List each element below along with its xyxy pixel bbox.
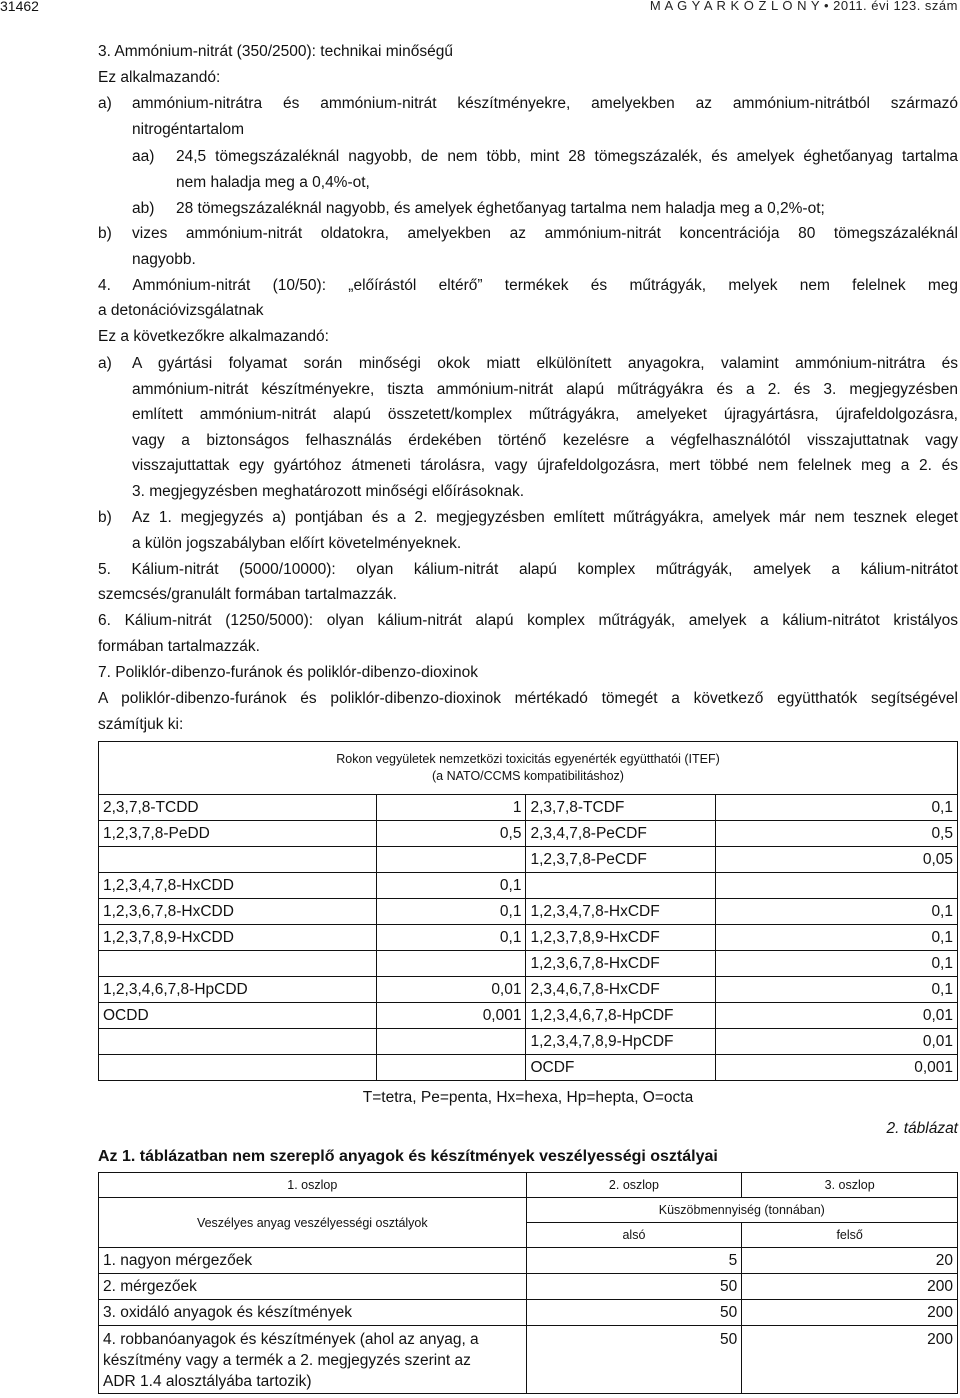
table-row xyxy=(99,1274,958,1300)
journal-title: M A G Y A R K Ö Z L Ö N Y • 2011. évi 123. szám xyxy=(649,0,958,13)
upper-cell: 200 xyxy=(742,1300,958,1326)
table-2-caption: 2. táblázat xyxy=(886,1120,958,1137)
factor-cell xyxy=(376,951,526,977)
s4-item-b-line2: a külön jogszabályban előírt követelményeknek. xyxy=(132,535,462,552)
compound-cell: 1,2,3,7,8,9-HxCDD xyxy=(99,925,377,951)
item-a-label: a) xyxy=(98,95,112,112)
section-3-apply: Ez alkalmazandó: xyxy=(98,69,221,86)
s4-item-b-label: b) xyxy=(98,509,112,526)
factor-cell: 0,1 xyxy=(716,977,958,1003)
compound-cell xyxy=(99,1055,377,1081)
factor-cell: 0,1 xyxy=(716,899,958,925)
section-4-line2: a detonációvizsgálatnak xyxy=(98,302,264,319)
compound-cell: 1,2,3,7,8,9-HxCDF xyxy=(526,925,716,951)
table-row xyxy=(99,951,958,977)
page-number: 31462 xyxy=(0,0,39,14)
itef-table-body xyxy=(99,742,958,1115)
hazard-table-body xyxy=(99,1173,958,1394)
compound-cell: 2,3,7,8-TCDF xyxy=(526,795,716,821)
factor-cell: 0,1 xyxy=(716,951,958,977)
table-row xyxy=(99,899,958,925)
threshold-header-row xyxy=(99,1198,958,1223)
s4-item-a-line6: 3. megjegyzésben meghatározott minőségi előírásoknak. xyxy=(132,483,525,500)
col3-header: 3. oszlop xyxy=(742,1173,958,1198)
compound-cell: 2,3,4,6,7,8-HxCDF xyxy=(526,977,716,1003)
itef-table-header xyxy=(99,742,958,795)
s4-item-a-line1: A gyártási folyamat során minőségi okok miatt elkülönített anyagokra, valamint ammónium-nitrátra és xyxy=(132,355,958,372)
item-a-line2: nitrogéntartalom xyxy=(132,121,245,138)
compound-cell: 1,2,3,7,8-PeDD xyxy=(99,821,377,847)
factor-cell: 0,001 xyxy=(376,1003,526,1029)
factor-cell: 0,1 xyxy=(716,795,958,821)
class-cell: 3. oxidáló anyagok és készítmények xyxy=(99,1300,527,1326)
section-7-line1: A poliklór-dibenzo-furánok és poliklór-dibenzo-dioxinok mértékadó tömegét a következő együtthatók segítségével xyxy=(98,690,958,707)
compound-cell: OCDD xyxy=(99,1003,377,1029)
compound-cell: 2,3,7,8-TCDD xyxy=(99,795,377,821)
col1-header: 1. oszlop xyxy=(99,1173,527,1198)
section-6-line2: formában tartalmazzák. xyxy=(98,638,260,655)
compound-cell xyxy=(526,873,716,899)
lower-cell: 50 xyxy=(526,1274,742,1300)
table-row xyxy=(99,1326,958,1394)
lower-header: alsó xyxy=(526,1223,742,1248)
factor-cell: 0,1 xyxy=(376,873,526,899)
compound-cell: 1,2,3,4,7,8-HxCDF xyxy=(526,899,716,925)
table-row xyxy=(99,873,958,899)
class-cell: 1. nagyon mérgezőek xyxy=(99,1248,527,1274)
table-row xyxy=(99,1300,958,1326)
compound-cell xyxy=(99,951,377,977)
table-row xyxy=(99,1248,958,1274)
factor-cell xyxy=(716,873,958,899)
compound-cell: 1,2,3,4,7,8,9-HpCDF xyxy=(526,1029,716,1055)
section-5-line1: 5. Kálium-nitrát (5000/10000): olyan kálium-nitrát alapú komplex műtrágyák, amelyek a kálium-nitrátot xyxy=(98,561,958,578)
section-7-line2: számítjuk ki: xyxy=(98,716,184,733)
item-b-line1: vizes ammónium-nitrát oldatokra, amelyekben az ammónium-nitrát koncentrációja 80 tömegszázaléknál xyxy=(132,225,958,242)
factor-cell: 0,01 xyxy=(376,977,526,1003)
s4-item-a-line2: ammónium-nitrát készítményekre, tiszta ammónium-nitrát alapú műtrágyákra és a 2. és 3. megjegyzésben xyxy=(132,381,958,398)
item-b-label: b) xyxy=(98,225,112,242)
table-row xyxy=(99,925,958,951)
upper-cell: 200 xyxy=(742,1326,958,1394)
class-cell: 2. mérgezőek xyxy=(99,1274,527,1300)
factor-cell: 0,1 xyxy=(376,899,526,925)
compound-cell: 1,2,3,4,7,8-HxCDD xyxy=(99,873,377,899)
itef-table-note: T=tetra, Pe=penta, Hx=hexa, Hp=hepta, O=octa xyxy=(362,1088,694,1106)
itef-header-line2: (a NATO/CCMS kompatibilitáshoz) xyxy=(432,769,624,783)
itef-table-note-row xyxy=(99,1081,958,1115)
factor-cell: 1 xyxy=(376,795,526,821)
factor-cell: 0,05 xyxy=(716,847,958,873)
compound-cell xyxy=(99,1029,377,1055)
lower-cell: 5 xyxy=(526,1248,742,1274)
table-row xyxy=(99,795,958,821)
factor-cell: 0,5 xyxy=(716,821,958,847)
s4-item-a-line4: vagy a biztonságos felhasználás érdekében történő kezelésre a végfelhasználótól visszajuttatnak vagy xyxy=(132,432,958,449)
col2-header: 2. oszlop xyxy=(526,1173,742,1198)
compound-cell: 2,3,4,7,8-PeCDF xyxy=(526,821,716,847)
item-ab-line1: 28 tömegszázaléknál nagyobb, és amelyek éghetőanyag tartalma nem haladja meg a 0,2%-ot; xyxy=(176,200,825,217)
threshold-header: Küszöbmennyiség (tonnában) xyxy=(526,1198,957,1223)
factor-cell xyxy=(376,1055,526,1081)
section-7-title: 7. Poliklór-dibenzo-furánok és poliklór-dibenzo-dioxinok xyxy=(98,664,478,681)
item-b-line2: nagyobb. xyxy=(132,251,196,268)
item-aa-line1: 24,5 tömegszázaléknál nagyobb, de nem több, mint 28 tömegszázalék, és amelyek éghetőanyag tartalma xyxy=(176,148,958,165)
compound-cell: OCDF xyxy=(526,1055,716,1081)
factor-cell: 0,01 xyxy=(716,1029,958,1055)
table-row xyxy=(99,1029,958,1055)
column-number-row xyxy=(99,1173,958,1198)
section-3-title: 3. Ammónium-nitrát (350/2500): technikai minőségű xyxy=(98,43,453,60)
item-ab-label: ab) xyxy=(132,200,155,217)
upper-header: felső xyxy=(742,1223,958,1248)
itef-table xyxy=(98,741,958,1114)
class-cell: 4. robbanóanyagok és készítmények (ahol az anyag, a készítmény vagy a termék a 2. megjegyzés szerint az ADR 1.4 alosztályába tartozik) xyxy=(99,1326,527,1394)
s4-item-a-line5: visszajuttattak egy gyártóhoz átmeneti tárolásra, vagy újrafeldolgozásra, mert többé nem felelnek meg a 2. és xyxy=(132,457,958,474)
table-row xyxy=(99,821,958,847)
compound-cell: 1,2,3,4,6,7,8-HpCDF xyxy=(526,1003,716,1029)
class-header: Veszélyes anyag veszélyességi osztályok xyxy=(99,1198,527,1248)
section-6-line1: 6. Kálium-nitrát (1250/5000): olyan kálium-nitrát alapú komplex műtrágyák, amelyek a kálium-nitrátot kristályos xyxy=(98,612,958,629)
factor-cell xyxy=(376,1029,526,1055)
factor-cell xyxy=(376,847,526,873)
table-row xyxy=(99,977,958,1003)
table-row xyxy=(99,1055,958,1081)
s4-item-a-label: a) xyxy=(98,355,112,372)
item-a-line1: ammónium-nitrátra és ammónium-nitrát készítményekre, amelyekben az ammónium-nitrátból származó xyxy=(132,95,958,112)
s4-item-a-line3: említett ammónium-nitrát alapú összetett/komplex műtrágyákra, amelyeket újragyártásra, újrafeldolgozásra, xyxy=(132,406,958,423)
compound-cell: 1,2,3,4,6,7,8-HpCDD xyxy=(99,977,377,1003)
compound-cell xyxy=(99,847,377,873)
lower-cell: 50 xyxy=(526,1300,742,1326)
table-row xyxy=(99,1003,958,1029)
upper-cell: 200 xyxy=(742,1274,958,1300)
compound-cell: 1,2,3,6,7,8-HxCDF xyxy=(526,951,716,977)
compound-cell: 1,2,3,7,8-PeCDF xyxy=(526,847,716,873)
factor-cell: 0,1 xyxy=(716,925,958,951)
s4-item-b-line1: Az 1. megjegyzés a) pontjában és a 2. megjegyzésben említett műtrágyákra, amelyek már nem tesznek eleget xyxy=(132,509,958,526)
itef-header-cell xyxy=(99,742,958,795)
factor-cell: 0,01 xyxy=(716,1003,958,1029)
page-header xyxy=(0,0,960,22)
itef-header-line1: Rokon vegyületek nemzetközi toxicitás egyenérték együtthatói (ITEF) xyxy=(336,752,720,766)
section-4-line1: 4. Ammónium-nitrát (10/50): „előírástól eltérő” termékek és műtrágyák, melyek nem felelnek meg xyxy=(98,277,958,294)
compound-cell: 1,2,3,6,7,8-HxCDD xyxy=(99,899,377,925)
table-row xyxy=(99,847,958,873)
factor-cell: 0,1 xyxy=(376,925,526,951)
section-4-apply: Ez a következőkre alkalmazandó: xyxy=(98,328,329,345)
hazard-class-table xyxy=(98,1172,958,1394)
upper-cell: 20 xyxy=(742,1248,958,1274)
factor-cell: 0,5 xyxy=(376,821,526,847)
table-2-title: Az 1. táblázatban nem szereplő anyagok és készítmények veszélyességi osztályai xyxy=(98,1148,718,1165)
item-aa-line2: nem haladja meg a 0,4%-ot, xyxy=(176,174,370,191)
factor-cell: 0,001 xyxy=(716,1055,958,1081)
section-5-line2: szemcsés/granulált formában tartalmazzák. xyxy=(98,586,397,603)
item-aa-label: aa) xyxy=(132,148,155,165)
lower-cell: 50 xyxy=(526,1326,742,1394)
